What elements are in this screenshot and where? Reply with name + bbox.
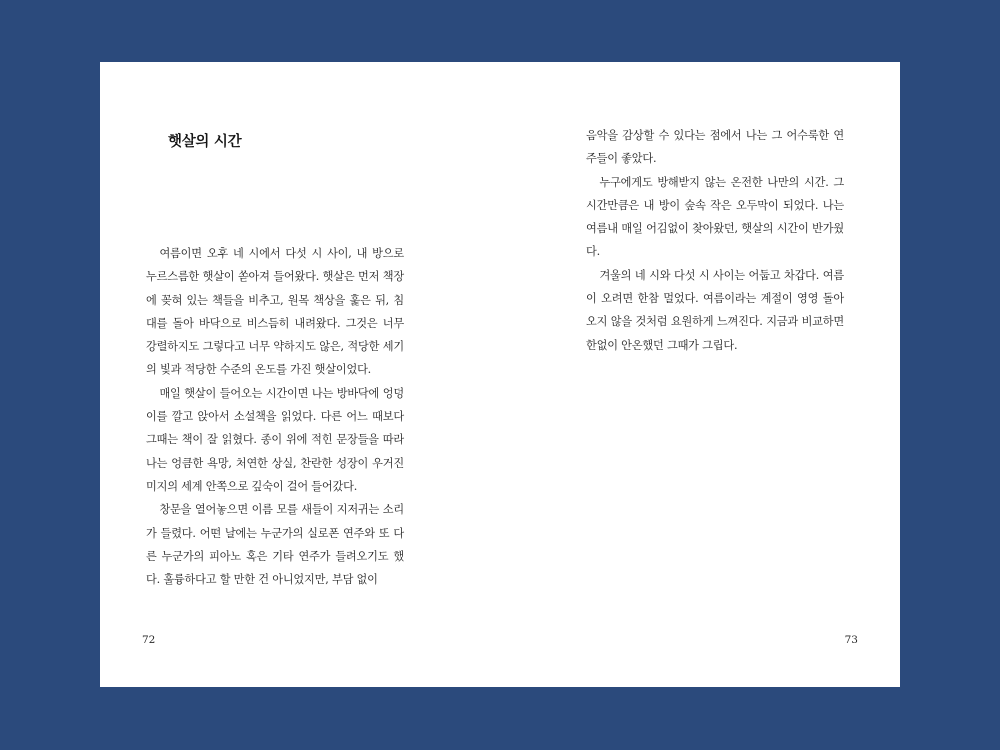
page-number-right: 73 <box>844 634 858 646</box>
left-page <box>100 62 500 687</box>
right-page-body <box>586 124 844 357</box>
right-page <box>500 62 900 687</box>
continued-paragraph: 음악을 감상할 수 있다는 점에서 나는 그 어수룩한 연주들이 좋았다. <box>586 129 844 166</box>
paragraph: 겨울의 네 시와 다섯 시 사이는 어둡고 차갑다. 여름이 오려면 한참 멀었다. 여름이라는 계절이 영영 돌아오지 않을 것처럼 요원하게 느껴진다. 지금과 비교하면 한없이 안온했던 그때가 그립다. <box>586 268 844 352</box>
page-number-left: 72 <box>142 634 156 646</box>
chapter-title: 햇살의 시간 <box>168 133 242 150</box>
paragraph: 매일 햇살이 들어오는 시간이면 나는 방바닥에 엉덩이를 깔고 앉아서 소설책을 읽었다. 다른 어느 때보다 그때는 책이 잘 읽혔다. 종이 위에 적힌 문장들을 따라 나는 엉큼한 욕망, 처연한 상실, 찬란한 성장이 우거진 미지의 세계 안쪽으로 깊숙이 걸어 들어갔다. <box>146 386 404 493</box>
left-page-body <box>146 242 404 591</box>
book-spread <box>100 62 900 687</box>
paragraph: 창문을 열어놓으면 이름 모를 새들이 지저귀는 소리가 들렸다. 어떤 날에는 누군가의 실로폰 연주와 또 다른 누군가의 피아노 혹은 기타 연주가 들려오기도 했다. 훌륭하다고 할 만한 건 아니었지만, 부담 없이 <box>146 503 404 587</box>
paragraph: 누구에게도 방해받지 않는 온전한 나만의 시간. 그 시간만큼은 내 방이 숲속 작은 오두막이 되었다. 나는 여름내 매일 어김없이 찾아왔던, 햇살의 시간이 반가웠다. <box>586 175 844 259</box>
paragraph: 여름이면 오후 네 시에서 다섯 시 사이, 내 방으로 누르스름한 햇살이 쏟아져 들어왔다. 햇살은 먼저 책장에 꽂혀 있는 책들을 비추고, 원목 책상을 훑은 뒤, 침대를 돌아 바닥으로 비스듬히 내려왔다. 그것은 너무 강렬하지도 그렇다고 너무 약하지도 않은, 적당한 세기의 빛과 적당한 수준의 온도를 가진 햇살이었다. <box>146 247 404 377</box>
